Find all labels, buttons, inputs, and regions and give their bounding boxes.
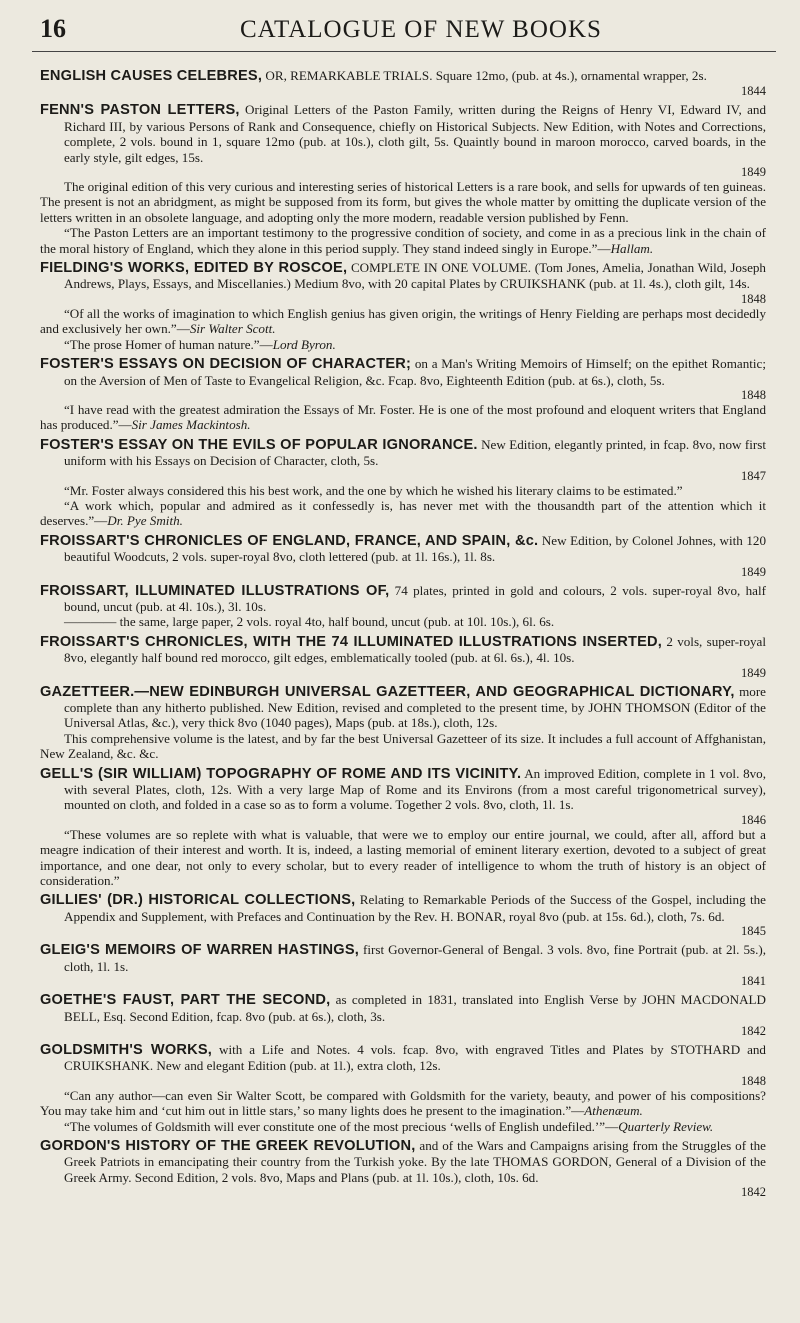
entry-body: An improved Edition, complete in 1 vol. 8vo, with several Plates, cloth, 12s. With a very large Map of Rome and its Environs (from a most careful trigonometrical survey), mounted on cloth, and folded in a case so as to form a volume. Together 2 vols. 8vo, cloth, 1l. 1s.	[64, 765, 766, 813]
entry-title: GOETHE'S FAUST, PART THE SECOND,	[40, 992, 331, 1009]
entry-body: New Edition, by Colonel Johnes, with 120 beautiful Woodcuts, 2 vols. super-royal 8vo, cloth lettered (pub. at 1l. 16s.), 1l. 8s.	[64, 532, 766, 565]
entry-body: New Edition, elegantly printed, in fcap. 8vo, now first uniform with his Essays on Decision of Character, cloth, 5s.	[64, 436, 767, 469]
entry-quote	[40, 402, 766, 433]
entry-body: 74 plates, printed in gold and colours, 2 vols. super-royal 8vo, half bound, uncut (pub. at 4l. 10s.), 3l. 10s.	[64, 582, 766, 614]
entry-quote	[40, 225, 766, 256]
quote-text: “I have read with the greatest admiration the Essays of Mr. Foster. He is one of the most profound and eloquent writers that England has produced.”—	[40, 401, 766, 433]
quote-text: “The Paston Letters are an important testimony to the progressive condition of society, and come in as a precious link in the chain of the moral history of England, which they alone in this period supply. They stand indeed singly in Europe.”—	[40, 225, 766, 256]
entry-text	[40, 684, 766, 731]
entry-quote: “Mr. Foster always considered this his best work, and the one by which he wished his literary claims to be estimated.”	[64, 482, 683, 498]
catalogue-entry	[40, 992, 766, 1038]
entry-text	[40, 583, 766, 615]
entry-date: 1849	[741, 165, 766, 180]
entry-variant: ———— the same, large paper, 2 vols. royal 4to, half bound, uncut (pub. at 10l. 10s.), 6l. 6s.	[64, 614, 555, 630]
entry-date: 1842	[741, 1023, 766, 1038]
entry-text	[40, 992, 766, 1024]
quote-attribution: Sir James Mackintosh.	[131, 417, 251, 433]
quote-attribution: Athenæum.	[584, 1103, 643, 1119]
entry-title: FOSTER'S ESSAY ON THE EVILS OF POPULAR IGNORANCE.	[40, 436, 478, 453]
entry-body: Relating to Remarkable Periods of the Success of the Gospel, including the Appendix and Supplement, with Prefaces and Continuation by the Rev. H. BONAR, royal 8vo (pub. at 15s. 6d.), cloth, 7s. 6d.	[64, 892, 766, 924]
entry-title: FROISSART'S CHRONICLES OF ENGLAND, FRANCE, AND SPAIN, &c.	[40, 532, 539, 549]
entry-body: OR, REMARKABLE TRIALS. Square 12mo, (pub. at 4s.), ornamental wrapper, 2s.	[262, 68, 707, 83]
entries	[40, 68, 766, 1199]
entry-body: 2 vols, super-royal 8vo, elegantly half bound red morocco, gilt edges, emblematically tooled (pub. at 6l. 6s.), 4l. 10s.	[64, 633, 766, 666]
entry-date: 1848	[741, 387, 766, 402]
quote-text: “A work which, popular and admired as it confessedly is, has never met with the thousandth part of the attention which it deserves.”—	[40, 497, 766, 529]
catalogue-entry	[40, 766, 766, 889]
quote-text: “Can any author—can even Sir Walter Scott, be compared with Goldsmith for the variety, beauty, and power of his compositions? You may take him and ‘cut him out in little stars,’ so many lights does he present to the imagination.”—	[40, 1087, 766, 1119]
entry-quote	[40, 306, 766, 337]
page-number: 16	[40, 14, 66, 43]
entry-title: ENGLISH CAUSES CELEBRES,	[40, 68, 263, 84]
catalogue-entry	[40, 260, 766, 352]
catalogue-entry	[40, 634, 766, 680]
entry-date: 1848	[741, 291, 766, 306]
entry-title: FOSTER'S ESSAYS ON DECISION OF CHARACTER;	[40, 356, 412, 373]
entry-date: 1841	[741, 974, 766, 989]
catalogue-entry	[40, 533, 766, 579]
quote-attribution: Lord Byron.	[272, 336, 336, 352]
entry-title: GAZETTEER.—NEW EDINBURGH UNIVERSAL GAZETTEER, AND GEOGRAPHICAL DICTIONARY,	[40, 683, 735, 700]
catalogue-entry	[40, 583, 766, 630]
quote-attribution: Quarterly Review.	[618, 1118, 714, 1134]
entry-body: COMPLETE IN ONE VOLUME. (Tom Jones, Amelia, Jonathan Wild, Joseph Andrews, Plays, Essays, and Miscellanies.) Medium 8vo, with 20 capital Plates by CRUIKSHANK (pub. at 1l. 4s.), cloth gilt, 14s.	[64, 260, 766, 292]
entry-quote: “These volumes are so replete with what is valuable, that were we to employ our entire journal, we could, after all, afford but a meagre indication of their interest and worth. It is, indeed, a lasting memorial of eminent literary exertion, devoted to a subject of great importance, and one dear, not only to every scholar, but to every reader of intelligence to whom the truth of history is an object of consideration.”	[40, 826, 766, 889]
entry-quote	[40, 498, 766, 529]
entry-date: 1844	[741, 84, 766, 99]
entry-text	[40, 260, 766, 292]
entry-title: FROISSART, ILLUMINATED ILLUSTRATIONS OF,	[40, 582, 390, 599]
header-rule	[32, 51, 776, 52]
entry-title: FENN'S PASTON LETTERS,	[40, 102, 240, 119]
catalogue-entry	[40, 684, 766, 762]
catalogue-entry	[40, 1138, 766, 1199]
entry-date: 1849	[741, 665, 766, 680]
quote-text: “The volumes of Goldsmith will ever constitute one of the most precious ‘wells of English undefiled.’”—	[64, 1118, 619, 1134]
quote-attribution: Hallam.	[610, 240, 654, 256]
entry-body: and of the Wars and Campaigns arising from the Struggles of the Greek Patriots in emancipating their country from the Turkish yoke. By the late THOMAS GORDON, General of a Division of the Greek Army. Second Edition, 2 vols. 8vo, Maps and Plans (pub. at 1l. 10s.), cloth, 10s. 6d.	[64, 1137, 766, 1185]
entry-text	[40, 1138, 766, 1185]
catalogue-entry	[40, 1042, 766, 1134]
catalogue-entry	[40, 942, 766, 988]
catalogue-entry	[40, 437, 766, 529]
entry-title: FIELDING'S WORKS, EDITED BY ROSCOE,	[40, 260, 348, 277]
entry-body: Original Letters of the Paston Family, written during the Reigns of Henry VI, Edward IV, and Richard III, by various Persons of Rank and Consequence, chiefly on Historical Subjects. New Edition, with Notes and Corrections, complete, 2 vols. bound in 1, square 12mo (pub. at 10s.), cloth gilt, 5s. Quaintly bound in maroon morocco, carved boards, in the early style, gilt edges, 15s.	[64, 102, 766, 165]
catalogue-entry	[40, 102, 766, 256]
entry-text	[40, 766, 766, 813]
entry-title: FROISSART'S CHRONICLES, WITH THE 74 ILLUMINATED ILLUSTRATIONS INSERTED,	[40, 633, 663, 650]
entry-text	[40, 533, 766, 565]
entry-title: GORDON'S HISTORY OF THE GREEK REVOLUTION,	[40, 1137, 416, 1154]
entry-body: first Governor-General of Bengal. 3 vols. 8vo, fine Portrait (pub. at 2l. 5s.), cloth, 1l. 1s.	[64, 942, 767, 974]
entry-date: 1842	[741, 1185, 766, 1200]
entry-text	[40, 942, 766, 974]
entry-text	[40, 437, 766, 469]
entry-body: more complete than any hitherto published. New Edition, revised and completed to the present time, by JOHN THOMSON (Editor of the Universal Atlas, &c.), very thick 8vo (1040 pages), Maps (pub. at 18s.), cloth, 12s.	[64, 683, 766, 731]
entry-quote	[40, 1088, 766, 1119]
entry-text	[40, 102, 766, 165]
running-title: CATALOGUE OF NEW BOOKS	[240, 16, 602, 43]
entry-text	[40, 68, 766, 84]
catalogue-entry	[40, 356, 766, 433]
entry-date: 1845	[741, 924, 766, 939]
entry-title: GLEIG'S MEMOIRS OF WARREN HASTINGS,	[40, 942, 360, 959]
entry-quote	[40, 1119, 766, 1134]
catalogue-entry	[40, 892, 766, 938]
entry-note: This comprehensive volume is the latest, and by far the best Universal Gazetteer of its size. It includes a full account of Affghanistan, New Zealand, &c. &c.	[40, 730, 766, 762]
entry-date: 1846	[741, 812, 766, 827]
entry-text	[40, 356, 766, 388]
catalogue-entry	[40, 68, 766, 98]
entry-title: GILLIES' (DR.) HISTORICAL COLLECTIONS,	[40, 892, 356, 909]
quote-text: “The prose Homer of human nature.”—	[64, 336, 273, 352]
entry-body: with a Life and Notes. 4 vols. fcap. 8vo, with engraved Titles and Plates by STOTHARD and CRUIKSHANK. New and elegant Edition (pub. at 1l.), extra cloth, 12s.	[64, 1041, 766, 1074]
entry-body: on a Man's Writing Memoirs of Himself; on the epithet Romantic; on the Aversion of Men of Taste to Evangelical Religion, &c. Fcap. 8vo, Eighteenth Edition (pub. at 6s.), cloth, 5s.	[64, 356, 767, 388]
entry-text	[40, 634, 766, 666]
entry-note: The original edition of this very curious and interesting series of historical Letters is a rare book, and sells for upwards of ten guineas. The present is not an abridgment, as might be supposed from its form, but gives the whole matter by omitting the duplicate version of the letters written in an obsolete language, and adopting only the more modern, readable version published by Fenn.	[40, 179, 766, 225]
quote-attribution: Sir Walter Scott.	[189, 321, 276, 337]
entry-date: 1849	[741, 564, 766, 579]
entry-body: as completed in 1831, translated into English Verse by JOHN MACDONALD BELL, Esq. Second Edition, fcap. 8vo (pub. at 6s.), cloth, 3s.	[64, 992, 766, 1024]
entry-title: GOLDSMITH'S WORKS,	[40, 1041, 213, 1058]
entry-date: 1847	[741, 468, 766, 483]
entry-date: 1848	[741, 1073, 766, 1088]
entry-text	[40, 1042, 766, 1074]
entry-text	[40, 892, 766, 924]
entry-title: GELL'S (SIR WILLIAM) TOPOGRAPHY OF ROME AND ITS VICINITY.	[40, 765, 522, 782]
quote-attribution: Dr. Pye Smith.	[107, 513, 183, 529]
page-header	[40, 14, 766, 54]
quote-text: “Of all the works of imagination to which English genius has given origin, the writings of Henry Fielding are perhaps most decidedly and exclusively her own.”—	[40, 305, 766, 337]
entry-quote	[40, 337, 766, 352]
